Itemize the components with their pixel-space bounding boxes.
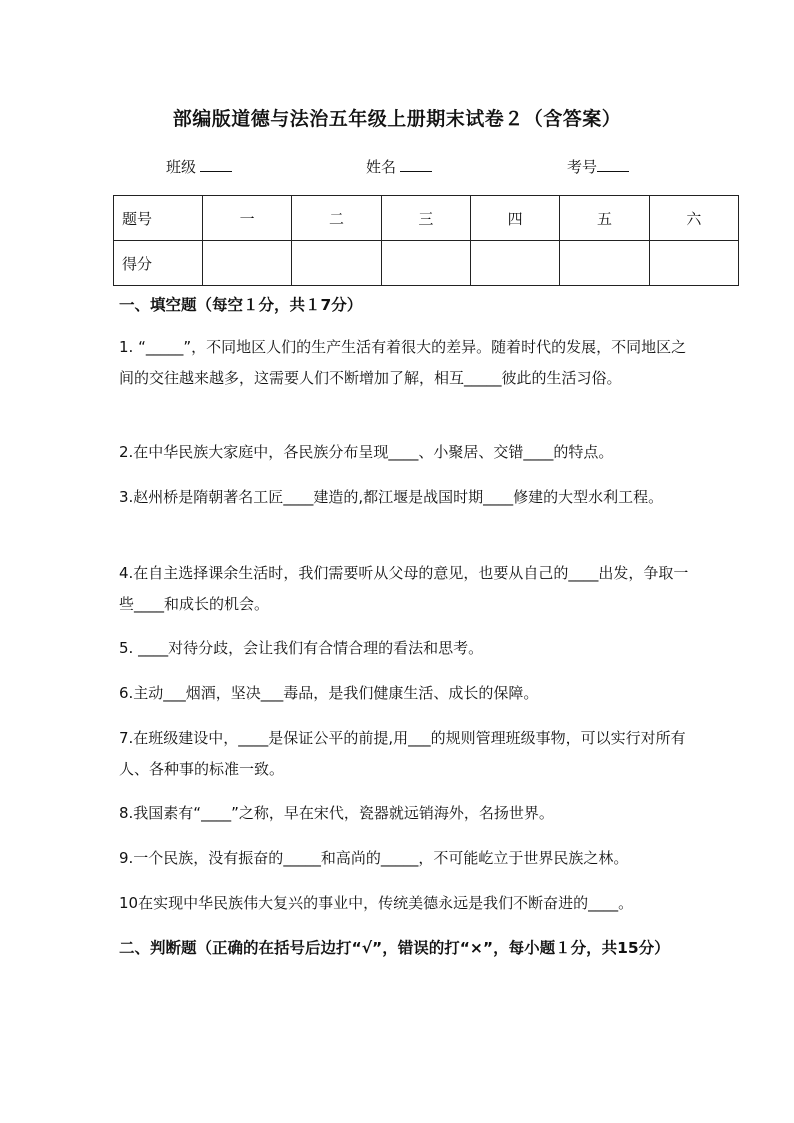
score-table — [113, 195, 739, 286]
score-cell — [292, 241, 381, 286]
question-number-label: 题号 — [114, 196, 203, 241]
section-heading: 二、判断题（正确的在括号后边打“√”，错误的打“×”，每小题１分，共15分） — [119, 939, 670, 957]
question-item: 8.我国素有“____”之称，早在宋代，瓷器就远销海外，名扬世界。 — [119, 804, 554, 822]
number-blank — [597, 157, 629, 172]
column-header: 四 — [470, 196, 559, 241]
column-header: 三 — [381, 196, 470, 241]
column-header: 六 — [649, 196, 738, 241]
question-item: 3.赵州桥是隋朝著名工匠____建造的,都江堰是战国时期____修建的大型水利工程。 — [119, 488, 664, 506]
number-field — [567, 156, 629, 177]
score-cell — [470, 241, 559, 286]
question-item: 9.一个民族，没有振奋的_____和高尚的_____，不可能屹立于世界民族之林。 — [119, 849, 629, 867]
class-field — [166, 156, 232, 177]
score-label: 得分 — [114, 241, 203, 286]
page-title: 部编版道德与法治五年级上册期末试卷２（含答案） — [172, 108, 622, 130]
question-item: 5. ____对待分歧，会让我们有合情合理的看法和思考。 — [119, 639, 484, 657]
table-row — [114, 196, 739, 241]
class-label: 班级 — [166, 158, 197, 176]
score-cell — [560, 241, 649, 286]
number-label: 考号 — [567, 158, 598, 176]
question-item: 4.在自主选择课余生活时，我们需要听从父母的意见，也要从自己的____出发，争取一些____和成长的机会。 — [119, 564, 689, 613]
score-cell — [381, 241, 470, 286]
column-header: 二 — [292, 196, 381, 241]
column-header: 一 — [203, 196, 292, 241]
question-item: 2.在中华民族大家庭中，各民族分布呈现____、小聚居、交错____的特点。 — [119, 443, 614, 461]
score-cell — [649, 241, 738, 286]
name-blank — [400, 157, 432, 172]
column-header: 五 — [560, 196, 649, 241]
class-blank — [200, 157, 232, 172]
question-item: 1. “_____”，不同地区人们的生产生活有着很大的差异。随着时代的发展，不同地区之间的交往越来越多，这需要人们不断增加了解，相互_____彼此的生活习俗。 — [119, 338, 687, 387]
table-row — [114, 241, 739, 286]
score-cell — [203, 241, 292, 286]
question-item: 7.在班级建设中，____是保证公平的前提,用___的规则管理班级事物，可以实行对所有人、各种事的标准一致。 — [119, 729, 686, 778]
section-heading: 一、填空题（每空１分，共１7分） — [119, 296, 363, 314]
name-label: 姓名 — [366, 158, 397, 176]
question-item: 10在实现中华民族伟大复兴的事业中，传统美德永远是我们不断奋进的____。 — [119, 894, 634, 912]
question-item: 6.主动___烟酒，坚决___毒品，是我们健康生活、成长的保障。 — [119, 684, 539, 702]
name-field — [366, 156, 432, 177]
